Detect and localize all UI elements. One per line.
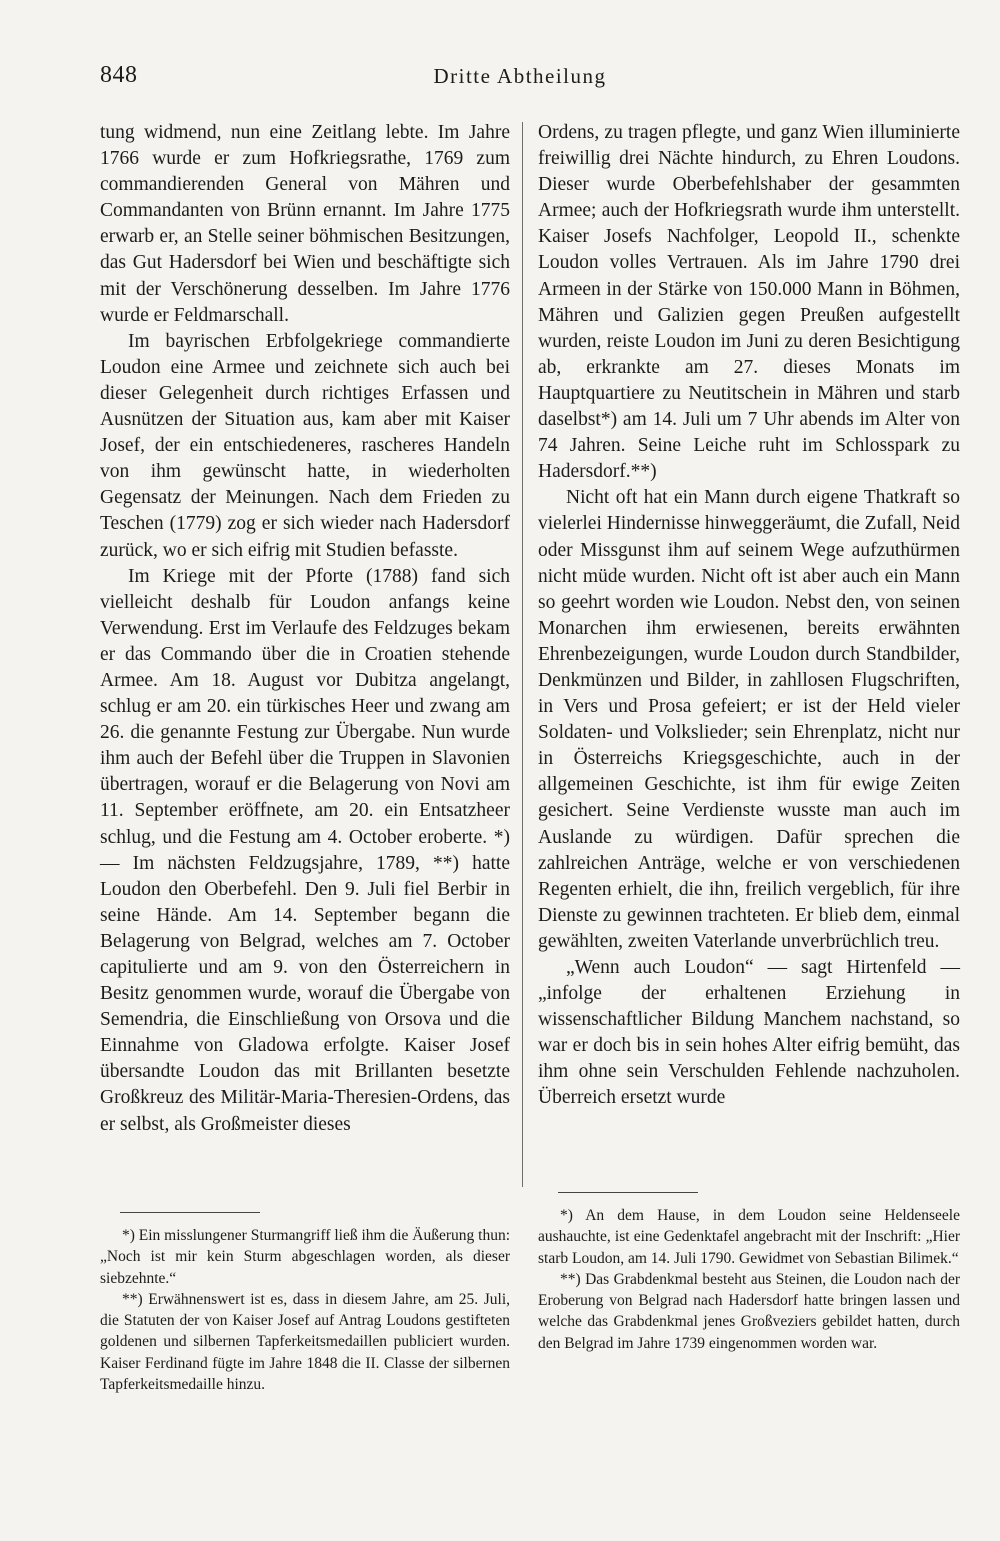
paragraph: Im Kriege mit der Pforte (1788) fand sich vielleicht deshalb für Loudon anfangs keine Verwendung. Erst im Verlaufe des Feldzuges bekam er das Commando über die in Croatien stehende Armee. Am 18. August vor Dubitza angelangt, schlug er am 20. ein türkisches Heer und zwang am 26. die genannte Festung zur Übergabe. Nun wurde ihm auch der Befehl über die Truppen in Slavonien übertragen, worauf er die Belagerung von Novi am 11. September eröffnete, am 20. ein Entsatzheer schlug, und die Festung am 4. October eroberte. *) — Im nächsten Feldzugsjahre, 1789, **) hatte Loudon den Oberbefehl. Den 9. Juli fiel Berbir in seine Hände. Am 14. September begann die Belagerung von Belgrad, welches am 7. October capitulierte und am 9. von den Österreichern in Besitz genommen wurde, worauf die Übergabe von Semendria, die Einschließung von Orsova und die Einnahme von Gladowa erfolgte. Kaiser Josef übersandte Loudon das mit Brillanten besetzte Großkreuz des Militär-Maria-Theresien-Ordens, das er selbst, als Großmeister dieses xyxy=(100,565,510,1135)
right-footnotes xyxy=(538,1192,960,1354)
footnote: *) Ein misslungener Sturmangriff ließ ihm die Äußerung thun: „Noch ist mir kein Sturm abgeschlagen worden, als dieser siebzehnte.“ xyxy=(100,1227,511,1287)
footnote: **) Das Grabdenkmal besteht aus Steinen, die Loudon nach der Eroberung von Belgrad nach Hadersdorf hatte bringen lassen und welche das Grabdenkmal jenes Großveziers gebildet hatten, durch den Belgrad im Jahre 1739 eingenommen worden war. xyxy=(538,1270,960,1352)
right-column xyxy=(538,120,960,1112)
left-footnotes xyxy=(100,1212,510,1395)
paragraph: Nicht oft hat ein Mann durch eigene Thatkraft so vielerlei Hindernisse hinweggeräumt, die Zufall, Neid oder Missgunst ihm auf seinem Wege aufzuthürmen nicht müde wurden. Nicht oft ist aber auch ein Mann so geehrt worden wie Loudon. Nebst den, von seinen Monarchen ihm erwiesenen, bereits erwähnten Ehrenbezeigungen, wurde Loudon durch Standbilder, Denkmünzen und Bilder, in zahllosen Flugschriften, in Vers und Prosa gefeiert; er ist der Held vieler Soldaten- und Volkslieder; sein Ehrenplatz, nicht nur in Österreichs Kriegsgeschichte, auch in der allgemeinen Geschichte, ist ihm für ewige Zeiten gesichert. Seine Verdienste wusste man auch im Auslande zu würdigen. Dafür sprechen die zahlreichen Anträge, welche er von verschiedenen Regenten erhielt, die ihn, freilich vergeblich, für ihre Dienste zu gewinnen trachteten. Er blieb dem, einmal gewählten, zweiten Vaterlande unverbrüchlich treu. xyxy=(538,487,960,952)
paragraph: Im bayrischen Erbfolgekriege commandierte Loudon eine Armee und zeichnete sich auch bei dieser Gelegenheit durch richtiges Erfassen und Ausnützen der Situation aus, kam aber mit Kaiser Josef, der ein entschiedeneres, rascheres Handeln von ihm gewünscht hatte, in wiederholten Gegensatz der Meinungen. Nach dem Frieden zu Teschen (1779) zog er sich wieder nach Hadersdorf zurück, wo er sich eifrig mit Studien befasste. xyxy=(100,330,510,561)
left-column xyxy=(100,120,510,1138)
paragraph: „Wenn auch Loudon“ — sagt Hirtenfeld — „infolge der erhaltenen Erziehung in wissenschaftlicher Bildung Manchem nachstand, so war er doch bis in sein hohes Alter eifrig bemüht, das ihm ohne sein Verschulden Fehlende nachzuholen. Überreich ersetzt wurde xyxy=(538,957,960,1109)
footnote-rule xyxy=(120,1212,260,1213)
footnote: *) An dem Hause, in dem Loudon seine Heldenseele aushauchte, ist eine Gedenktafel angebracht mit der Inschrift: „Hier starb Loudon, am 14. Juli 1790. Gewidmet von Sebastian Bilimek.“ xyxy=(538,1207,960,1267)
paragraph: tung widmend, nun eine Zeitlang lebte. Im Jahre 1766 wurde er zum Hofkriegsrathe, 1769 zum commandierenden General von Mähren und Commandanten von Brünn ernannt. Im Jahre 1775 erwarb er, an Stelle seiner böhmischen Besitzungen, das Gut Hadersdorf bei Wien und beschäftigte sich mit der Verschönerung desselben. Im Jahre 1776 wurde er Feldmarschall. xyxy=(100,122,510,326)
column-divider xyxy=(522,122,523,1187)
page-number: 848 xyxy=(100,62,138,88)
footnote: **) Erwähnenswert ist es, dass in diesem Jahre, am 25. Juli, die Statuten der von Kaiser Josef auf Antrag Loudons gestifteten goldenen und silbernen Tapferkeitsmedaillen publiciert wurden. Kaiser Ferdinand fügte im Jahre 1848 die II. Classe der silbernen Tapferkeitsmedaille hinzu. xyxy=(100,1290,510,1394)
footnote-rule xyxy=(558,1192,698,1193)
running-head: Dritte Abtheilung xyxy=(433,64,607,88)
page-header xyxy=(100,62,940,102)
paragraph: Ordens, zu tragen pflegte, und ganz Wien illuminierte freiwillig drei Nächte hindurch, zu Ehren Loudons. Dieser wurde Oberbefehlshaber der gesammten Armee; auch der Hofkriegsrath wurde ihm unterstellt. Kaiser Josefs Nachfolger, Leopold II., schenkte Loudon volles Vertrauen. Als im Jahre 1790 drei Armeen in der Stärke von 150.000 Mann in Böhmen, Mähren und Galizien gegen Preußen aufgestellt wurden, reiste Loudon im Juni zu deren Besichtigung ab, erkrankte am 27. dieses Monats im Hauptquartiere zu Neutitschein in Mähren und starb daselbst*) am 14. Juli um 7 Uhr abends im Alter von 74 Jahren. Seine Leiche ruht im Schlosspark zu Hadersdorf.**) xyxy=(538,122,960,483)
